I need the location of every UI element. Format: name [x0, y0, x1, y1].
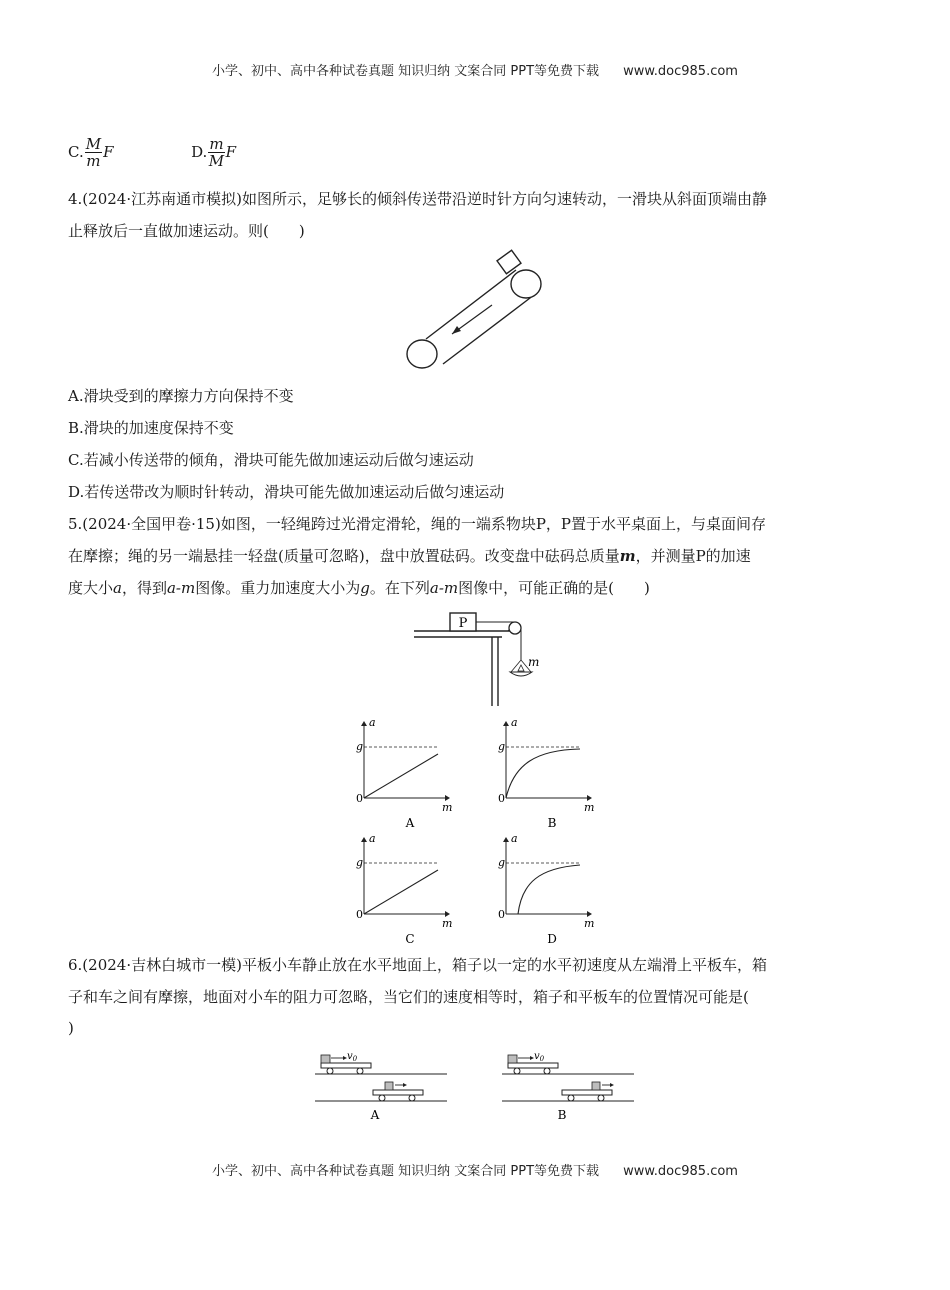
origin-label: 0: [356, 908, 363, 921]
cart-wheel: [544, 1068, 550, 1074]
cart-wheel: [327, 1068, 333, 1074]
q3-option-d: D. $\frac{m}{M}$ F: [191, 135, 236, 170]
footer-text: 小学、初中、高中各种试卷真题 知识归纳 文案合同 PPT等免费下载: [212, 1164, 600, 1179]
q3-options: [68, 136, 236, 169]
cart-plank-lower: [562, 1090, 612, 1095]
box-lower: [385, 1082, 393, 1090]
graph-c: [350, 834, 460, 946]
cart-wheel: [598, 1095, 604, 1101]
velocity-label: $v_0$: [347, 1051, 358, 1063]
graph-b: [492, 718, 602, 830]
graph-a: [350, 718, 460, 830]
g-label: g: [498, 856, 506, 869]
cart-wheel: [357, 1068, 363, 1074]
graph-d: [492, 834, 602, 946]
x-axis-label: m: [584, 917, 595, 930]
page-header: [0, 60, 950, 79]
y-axis-label: a: [511, 716, 518, 729]
fraction-c: $\frac{M}{m}$: [85, 135, 102, 170]
origin-label: 0: [356, 792, 363, 805]
y-axis-label: a: [369, 716, 376, 729]
a-m-curve: [518, 865, 580, 914]
cart-caption: B: [557, 1108, 567, 1122]
box-upper: [321, 1055, 330, 1063]
a-m-curve: [506, 749, 580, 798]
y-axis-arrow: [503, 721, 509, 726]
pulley-table-figure: [410, 610, 560, 710]
q3-option-c: C. $\frac{M}{m}$ F: [68, 135, 114, 170]
x-axis-label: m: [442, 801, 453, 814]
cart-plank-upper: [321, 1063, 371, 1068]
fraction-d: $\frac{m}{M}$: [208, 135, 225, 170]
y-axis-label: a: [511, 832, 518, 845]
g-label: g: [498, 740, 506, 753]
q4-option-a: A.滑块受到的摩擦力方向保持不变: [68, 387, 294, 405]
y-axis-label: a: [369, 832, 376, 845]
a-m-curve: [364, 870, 438, 914]
y-axis-arrow: [361, 721, 367, 726]
box-lower: [592, 1082, 600, 1090]
header-text: 小学、初中、高中各种试卷真题 知识归纳 文案合同 PPT等免费下载: [212, 64, 600, 79]
origin-label: 0: [498, 908, 505, 921]
cart-wheel: [409, 1095, 415, 1101]
g-label: g: [356, 856, 364, 869]
g-label: g: [356, 740, 364, 753]
cart-wheel: [514, 1068, 520, 1074]
q4-option-c: C.若减小传送带的倾角，滑块可能先做加速运动后做匀速运动: [68, 451, 474, 469]
cart-figure-a: [313, 1045, 453, 1125]
cart-plank-lower: [373, 1090, 423, 1095]
origin-label: 0: [498, 792, 505, 805]
graph-caption: B: [547, 816, 557, 830]
cart-plank-upper: [508, 1063, 558, 1068]
a-m-curve: [364, 754, 438, 798]
cart-wheel: [379, 1095, 385, 1101]
block-p-label: P: [458, 616, 468, 631]
y-axis-arrow: [503, 837, 509, 842]
velocity-arrowhead-lower: [403, 1083, 407, 1087]
q5-stem-line-3: 度大小a，得到a-m图像。重力加速度大小为g。在下列a-m图像中，可能正确的是( ): [68, 579, 650, 597]
graph-caption: D: [547, 932, 557, 946]
q4-stem-line-1: 4.(2024·江苏南通市模拟)如图所示，足够长的倾斜传送带沿逆时针方向匀速转动，一滑块从斜面顶端由静: [68, 190, 767, 208]
box-upper: [508, 1055, 517, 1063]
footer-site: www.doc985.com: [623, 1164, 738, 1179]
graph-caption: A: [405, 816, 415, 830]
x-axis-label: m: [442, 917, 453, 930]
q5-stem-line-2: 在摩擦；绳的另一端悬挂一轻盘(质量可忽略)，盘中放置砝码。改变盘中砝码总质量m，并测量P的加速: [68, 547, 751, 565]
q4-stem-line-2: 止释放后一直做加速运动。则( ): [68, 222, 305, 240]
cart-figure-b: [500, 1045, 640, 1125]
cart-caption: A: [370, 1108, 380, 1122]
conveyor-belt-figure: [400, 250, 550, 374]
graph-caption: C: [405, 932, 415, 946]
x-axis-label: m: [584, 801, 595, 814]
q5-stem-line-1: 5.(2024·全国甲卷·15)如图，一轻绳跨过光滑定滑轮，绳的一端系物块P，P置于水平桌面上，与桌面间存: [68, 515, 767, 533]
q6-stem-line-3: ): [68, 1019, 74, 1037]
velocity-label: $v_0$: [534, 1051, 545, 1063]
pan-mass-label: m: [528, 655, 540, 669]
page-footer: [0, 1160, 950, 1179]
cart-wheel: [568, 1095, 574, 1101]
velocity-arrowhead-lower: [610, 1083, 614, 1087]
q4-option-b: B.滑块的加速度保持不变: [68, 419, 234, 437]
q6-stem-line-2: 子和车之间有摩擦，地面对小车的阻力可忽略，当它们的速度相等时，箱子和平板车的位置情况可能是(: [68, 988, 749, 1006]
y-axis-arrow: [361, 837, 367, 842]
q4-option-d: D.若传送带改为顺时针转动，滑块可能先做加速运动后做匀速运动: [68, 483, 505, 501]
header-site: www.doc985.com: [623, 64, 738, 79]
q6-stem-line-1: 6.(2024·吉林白城市一模)平板小车静止放在水平地面上，箱子以一定的水平初速度从左端滑上平板车，箱: [68, 956, 767, 974]
